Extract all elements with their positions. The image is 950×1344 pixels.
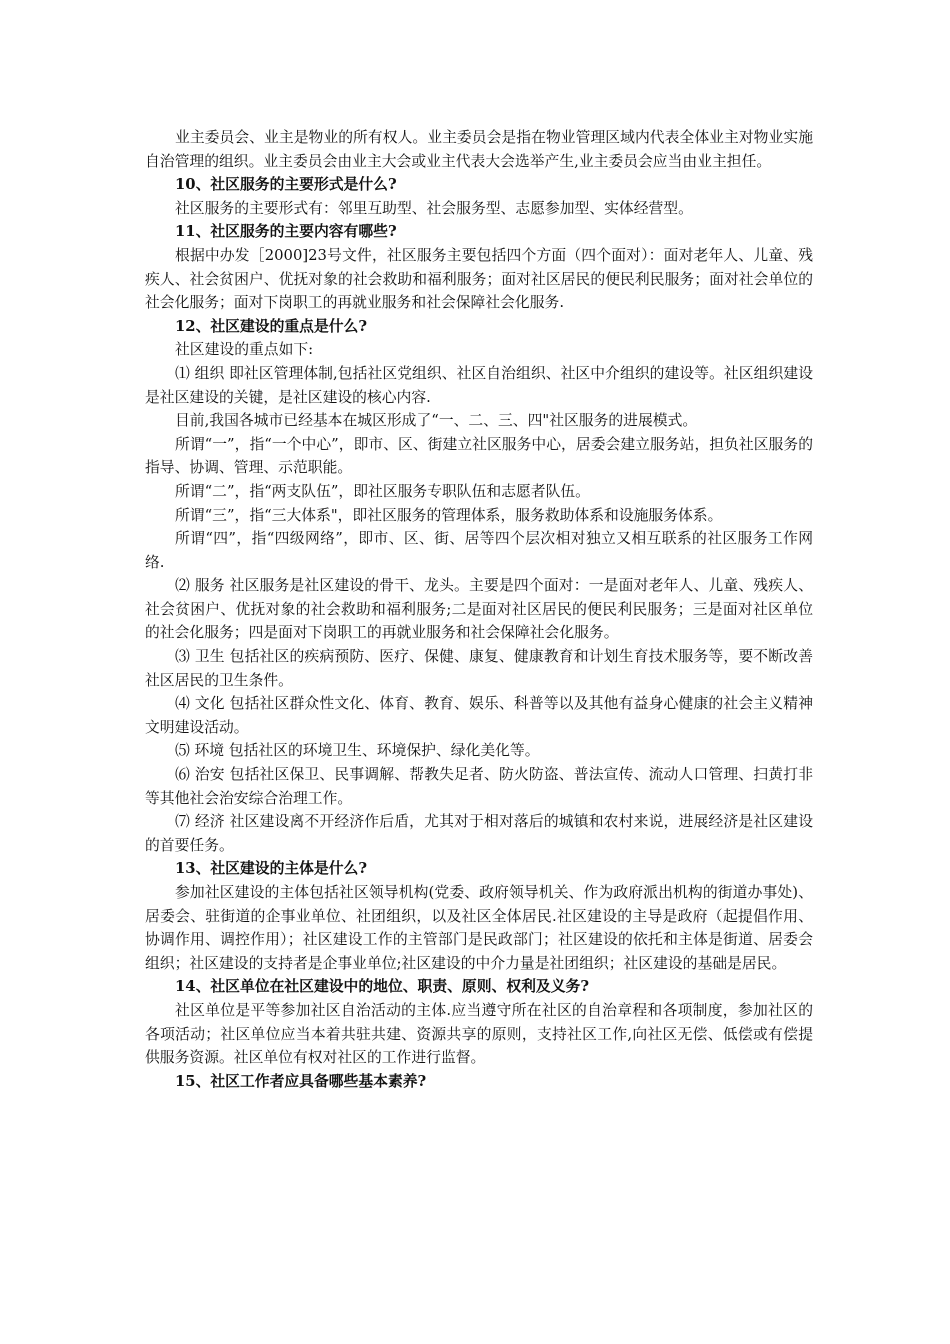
question-15-heading: 15、社区工作者应具备哪些基本素养? bbox=[175, 1072, 427, 1090]
question-13-heading: 13、社区建设的主体是什么? bbox=[175, 860, 368, 878]
answer-12-one-center: 所谓“一”，指“一个中心”，即市、区、街建立社区服务中心，居委会建立服务站，担负社区服务的指导、协调、管理、示范职能。 bbox=[145, 435, 813, 477]
answer-12-item-3-health: ⑶ 卫生 包括社区的疾病预防、医疗、保健、康复、健康教育和计划生育技术服务等，要不断改善社区居民的卫生条件。 bbox=[145, 648, 813, 689]
question-12-heading: 12、社区建设的重点是什么? bbox=[175, 317, 368, 335]
answer-14: 社区单位是平等参加社区自治活动的主体.应当遵守所在社区的自治章程和各项制度，参加社区的各项活动；社区单位应当本着共驻共建、资源共享的原则，支持社区工作,向社区无偿、低偿或有偿提供服务资源。社区单位有权对社区的工作进行监督。 bbox=[145, 1001, 813, 1067]
answer-12-three-systems: 所谓“三”，指“三大体系"，即社区服务的管理体系，服务救助体系和设施服务体系。 bbox=[175, 506, 723, 524]
answer-12-service-model: 目前,我国各城市已经基本在城区形成了“一、二、三、四"社区服务的进展模式。 bbox=[175, 412, 698, 430]
document-page bbox=[145, 126, 813, 1093]
answer-12-item-5-environment: ⑸ 环境 包括社区的环境卫生、环境保护、绿化美化等。 bbox=[175, 742, 540, 760]
answer-12-item-6-security: ⑹ 治安 包括社区保卫、民事调解、帮教失足者、防火防盗、普法宣传、流动人口管理、扫黄打非等其他社会治安综合治理工作。 bbox=[145, 766, 813, 807]
answer-12-four-networks: 所谓“四”，指“四级网络”，即市、区、街、居等四个层次相对独立又相互联系的社区服务工作网络. bbox=[145, 530, 813, 571]
answer-12-intro: 社区建设的重点如下: bbox=[175, 341, 314, 359]
answer-12-item-7-economy: ⑺ 经济 社区建设离不开经济作后盾，尤其对于相对落后的城镇和农村来说，进展经济是社区建设的首要任务。 bbox=[145, 813, 813, 854]
answer-12-item-4-culture: ⑷ 文化 包括社区群众性文化、体育、教育、娱乐、科普等以及其他有益身心健康的社会主义精神文明建设活动。 bbox=[145, 695, 813, 736]
question-11-heading: 11、社区服务的主要内容有哪些? bbox=[175, 223, 397, 241]
answer-12-item-2-service: ⑵ 服务 社区服务是社区建设的骨干、龙头。主要是四个面对：一是面对老年人、儿童、残疾人、社会贫困户、优抚对象的社会救助和福利服务;二是面对社区居民的便民利民服务；三是面对社区单位的社会化服务；四是面对下岗职工的再就业服务和社会保障社会化服务。 bbox=[145, 577, 813, 642]
answer-11: 根据中办发［2000]23号文件，社区服务主要包括四个方面（四个面对）：面对老年人、儿童、残疾人、社会贫困户、优抚对象的社会救助和福利服务；面对社区居民的便民利民服务；面对社会单位的社会化服务；面对下岗职工的再就业服务和社会保障社会化服务. bbox=[145, 246, 813, 312]
question-14-heading: 14、社区单位在社区建设中的地位、职责、原则、权利及义务? bbox=[175, 978, 589, 996]
answer-13: 参加社区建设的主体包括社区领导机构(党委、政府领导机关、作为政府派出机构的街道办事处)、居委会、驻街道的企事业单位、社团组织，以及社区全体居民.社区建设的主导是政府（起提倡作用、协调作用、调控作用）；社区建设工作的主管部门是民政部门；社区建设的依托和主体是街道、居委会组织；社区建设的支持者是企事业单位;社区建设的中介力量是社团组织；社区建设的基础是居民。 bbox=[145, 884, 813, 972]
answer-10: 社区服务的主要形式有：邻里互助型、社会服务型、志愿参加型、实体经营型。 bbox=[175, 199, 693, 217]
answer-12-two-teams: 所谓“二”，指“两支队伍”，即社区服务专职队伍和志愿者队伍。 bbox=[175, 482, 590, 500]
question-10-heading: 10、社区服务的主要形式是什么? bbox=[175, 176, 397, 194]
answer-12-item-1-organization: ⑴ 组织 即社区管理体制,包括社区党组织、社区自治组织、社区中介组织的建设等。社区组织建设是社区建设的关键，是社区建设的核心内容. bbox=[145, 364, 813, 406]
paragraph-owners-committee: 业主委员会、业主是物业的所有权人。业主委员会是指在物业管理区域内代表全体业主对物业实施自治管理的组织。业主委员会由业主大会或业主代表大会选举产生,业主委员会应当由业主担任。 bbox=[145, 129, 813, 170]
